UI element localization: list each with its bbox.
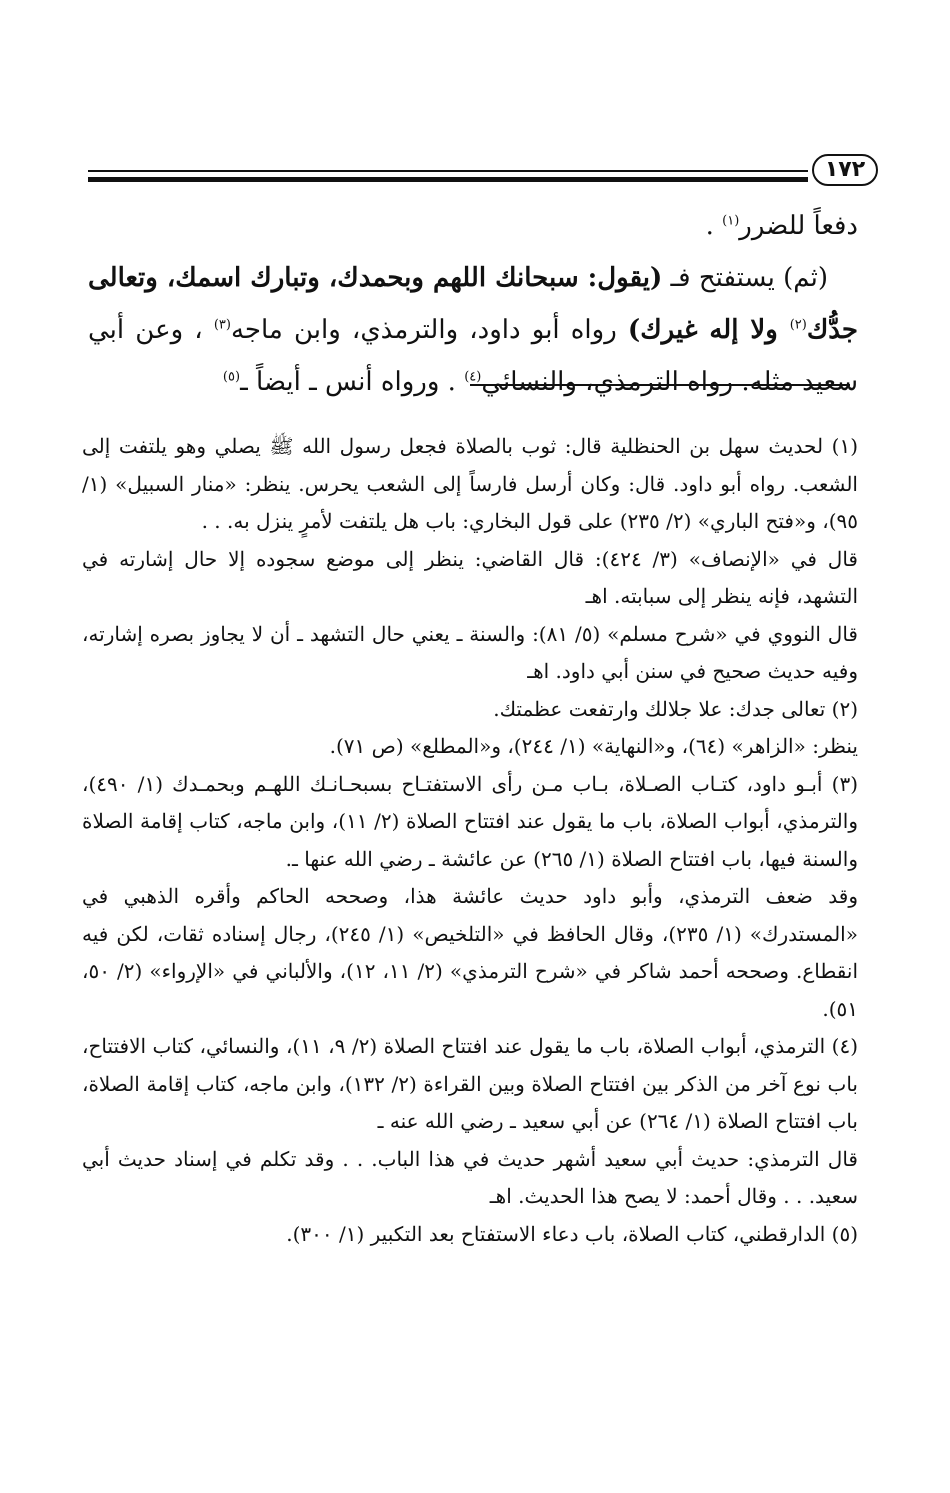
page-number: ١٧٢ [812, 154, 878, 186]
text-span: . [705, 211, 723, 241]
footnote: وقد ضعف الترمذي، وأبو داود حديث عائشة هذا، وصححه الحاكم وأقره الذهبي في «المستدرك» (١/ ٢٣٥)، وقال الحافظ في «التلخيص» (١/ ٢٤٥)، رجال إسناده ثقات، لكن فيه انقطاع. وصححه أحمد شاكر في «شرح الترمذي» (٢/ ١١، ١٢)، والألباني في «الإرواء» (٢/ ٥٠، ٥١). [82, 884, 859, 1021]
text-span: رواه أبو داود، والترمذي، وابن ماجه [230, 315, 628, 345]
page-header [88, 150, 878, 190]
footnote: ينظر: «الزاهر» (٦٤)، و«النهاية» (١/ ٢٤٤)، و«المطلع» (ص ٧١). [329, 734, 858, 758]
hadith-text: ولا إله غيرك) [627, 315, 790, 345]
text-span: ، وعن أبي سعيد مثله. رواه الترمذي، والنسائي [88, 315, 858, 397]
footnote: (٢) تعالى جدك: علا جلالك وارتفعت عظمتك. [493, 696, 858, 721]
footnote: قال النووي في «شرح مسلم» (٥/ ٨١): والسنة ـ يعني حال التشهد ـ أن لا يجاوز بصره إشارته، وفيه حديث صحيح في سنن أبي داود. اهـ [82, 621, 858, 683]
footnote-ref[interactable]: (٣) [213, 317, 231, 333]
footnote: (٣) أبـو داود، كتـاب الصـلاة، بـاب مـن رأى الاستفتـاح بسبحـانـك اللهـم وبحمـدك (١/ ٤٩٠)، والترمذي، أبواب الصلاة، باب ما يقول عند افتتاح الصلاة (٢/ ١١)، وابن ماجه، كتاب إقامة الصلاة والسنة فيها، باب افتتاح الصلاة (١/ ٢٦٥) عن عائشة ـ رضي الله عنها ـ. [82, 771, 858, 871]
footnote: (٥) الدارقطني، كتاب الصلاة، باب دعاء الاستفتاح بعد التكبير (١/ ٣٠٠). [286, 1221, 858, 1246]
footnote: (٤) الترمذي، أبواب الصلاة، باب ما يقول عند افتتاح الصلاة (٢/ ٩، ١١)، والنسائي، كتاب الافتتاح، باب نوع آخر من الذكر بين افتتاح الصلاة وبين القراءة (٢/ ١٣٢)، وابن ماجه، كتاب إقامة الصلاة، باب افتتاح الصلاة (١/ ٢٦٤) عن أبي سعيد ـ رضي الله عنه ـ [82, 1034, 859, 1133]
footnotes [82, 428, 858, 1253]
footnote-separator [470, 384, 850, 386]
hadith-text: (يقول: سبحانك اللهم وبحمدك، وتبارك اسمك، وتعالى جدُّك [88, 263, 858, 345]
main-text [88, 200, 858, 408]
footnote-ref[interactable]: (٤) [464, 369, 482, 385]
footnote-ref[interactable]: (٥) [222, 369, 241, 385]
footnote: قال الترمذي: حديث أبي سعيد أشهر حديث في هذا الباب. . . وقد تكلم في إسناد حديث أبي سعيد. . . وقال أحمد: لا يصح هذا الحديث. اهـ [82, 1146, 858, 1208]
header-rule [88, 170, 808, 172]
text-span: دفعاً للضرر [739, 211, 858, 241]
header-rule-thick [88, 177, 808, 182]
footnote-ref[interactable]: (٢) [789, 317, 807, 333]
footnote: (١) لحديث سهل بن الحنظلية قال: ثوب بالصلاة فجعل رسول الله ﷺ يصلي وهو يلتفت إلى الشعب. رواه أبو داود. قال: وكان أرسل فارساً إلى الشعب يحرس. ينظر: «منار السبيل» (١/ ٩٥)، و«فتح الباري» (٢/ ٢٣٥) على قول البخاري: باب هل يلتفت لأمرٍ ينزل به. . . [82, 434, 858, 533]
text-span: (ثم) يستفتح فـ [662, 263, 828, 293]
footnote: قال في «الإنصاف» (٣/ ٤٢٤): قال القاضي: ينظر إلى موضع سجوده إلا حال إشارته في التشهد، فإنه ينظر إلى سبابته. اهـ [82, 546, 858, 608]
main-line-0 [88, 200, 858, 252]
text-span: . ورواه أنس ـ أيضاً ـ [240, 367, 465, 397]
footnote-ref[interactable]: (١) [722, 213, 740, 229]
